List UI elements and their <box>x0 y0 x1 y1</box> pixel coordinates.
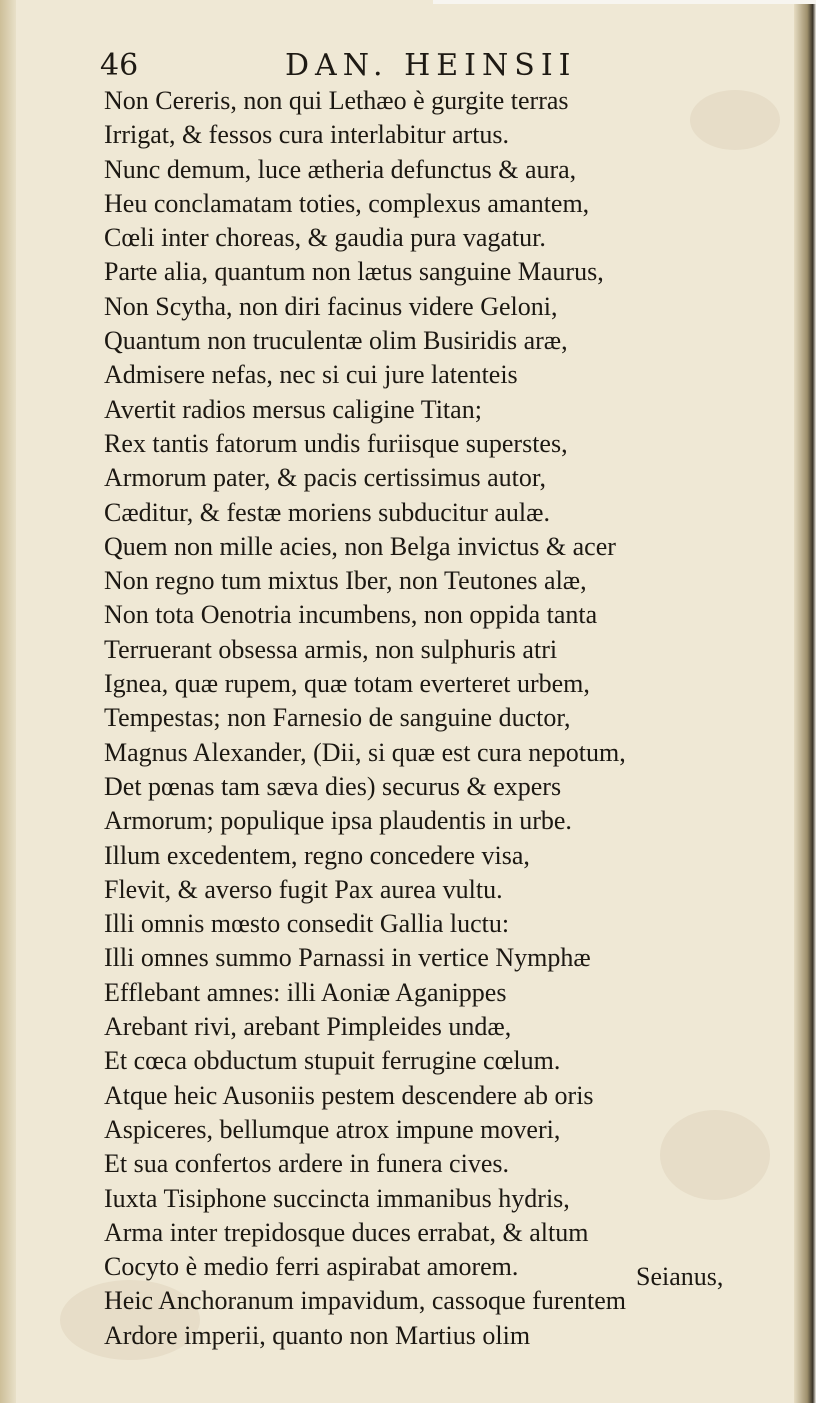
verse-line: Heu conclamatam toties, complexus amantem, <box>104 188 590 218</box>
verse-line: Heic Anchoranum impavidum, cassoque furentem <box>104 1286 627 1316</box>
verse-line: Efflebant amnes: illi Aoniæ Aganippes <box>104 977 507 1007</box>
verse-line: Cæditur, & festæ moriens subducitur aulæ. <box>104 497 550 527</box>
verse-line: Det pœnas tam sæva dies) securus & expers <box>104 771 562 801</box>
verse-line: Flevit, & averso fugit Pax aurea vultu. <box>104 874 503 904</box>
page-number: 46 <box>100 48 139 83</box>
verse-line: Non regno tum mixtus Iber, non Teutones alæ, <box>104 566 587 596</box>
running-head <box>100 48 760 88</box>
verse-line: Rex tantis fatorum undis furiisque superstes, <box>104 428 568 458</box>
verse-line: Ardore imperii, quanto non Martius olim <box>104 1320 531 1350</box>
verse-line: Et cœca obductum stupuit ferrugine cœlum. <box>104 1046 561 1076</box>
verse-line: Tempestas; non Farnesio de sanguine ductor, <box>104 703 571 733</box>
page-gutter-left <box>0 0 16 1403</box>
verse-line: Terruerant obsessa armis, non sulphuris atri <box>104 634 558 664</box>
verse-line: Armorum; populique ipsa plaudentis in urbe. <box>104 806 572 836</box>
verse-line: Illi omnes summo Parnassi in vertice Nymphæ <box>104 943 591 973</box>
verse-line: Parte alia, quantum non lætus sanguine Maurus, <box>104 257 604 287</box>
catchword: Seianus, <box>636 1262 724 1291</box>
verse-line: Quantum non truculentæ olim Busiridis aræ, <box>104 326 568 356</box>
verse-line: Nunc demum, luce ætheria defunctus & aura, <box>104 154 577 184</box>
verse-line: Iuxta Tisiphone succincta immanibus hydris, <box>104 1183 570 1213</box>
verse-line: Ignea, quæ rupem, quæ totam everteret urbem, <box>104 669 590 699</box>
verse-line: Magnus Alexander, (Dii, si quæ est cura nepotum, <box>104 737 626 767</box>
verse-line: Non Cereris, non qui Lethæo è gurgite terras <box>104 86 569 115</box>
verse-line: Armorum pater, & pacis certissimus autor, <box>104 463 546 493</box>
verse-line: Arma inter trepidosque duces errabat, & altum <box>104 1217 589 1247</box>
verse-line: Cocyto è medio ferri aspirabat amorem. <box>104 1252 519 1282</box>
verse-line: Cœli inter choreas, & gaudia pura vagatur. <box>104 223 546 253</box>
page-edge-right <box>794 0 816 1403</box>
verse-line: Aspiceres, bellumque atrox impune moveri, <box>104 1114 561 1144</box>
poem-text <box>104 84 764 1353</box>
verse-line: Illi omnis mœsto consedit Gallia luctu: <box>104 909 510 939</box>
verse-line: Illum excedentem, regno concedere visa, <box>104 840 530 870</box>
scan-margin-top <box>433 0 816 4</box>
verse-line: Quem non mille acies, non Belga invictus & acer <box>104 531 616 561</box>
verse-line: Atque heic Ausoniis pestem descendere ab oris <box>104 1080 594 1110</box>
verse-line: Avertit radios mersus caligine Titan; <box>104 394 482 424</box>
verse-line: Non Scytha, non diri facinus videre Geloni, <box>104 291 558 321</box>
running-title: DAN. HEINSII <box>285 48 577 83</box>
verse-line: Non tota Oenotria incumbens, non oppida tanta <box>104 600 598 630</box>
verse-line: Arebant rivi, arebant Pimpleides undæ, <box>104 1012 512 1042</box>
verse-line: Irrigat, & fessos cura interlabitur artus. <box>104 120 510 150</box>
verse-line: Admisere nefas, nec si cui jure latenteis <box>104 360 518 390</box>
verse-line: Et sua confertos ardere in funera cives. <box>104 1149 509 1179</box>
